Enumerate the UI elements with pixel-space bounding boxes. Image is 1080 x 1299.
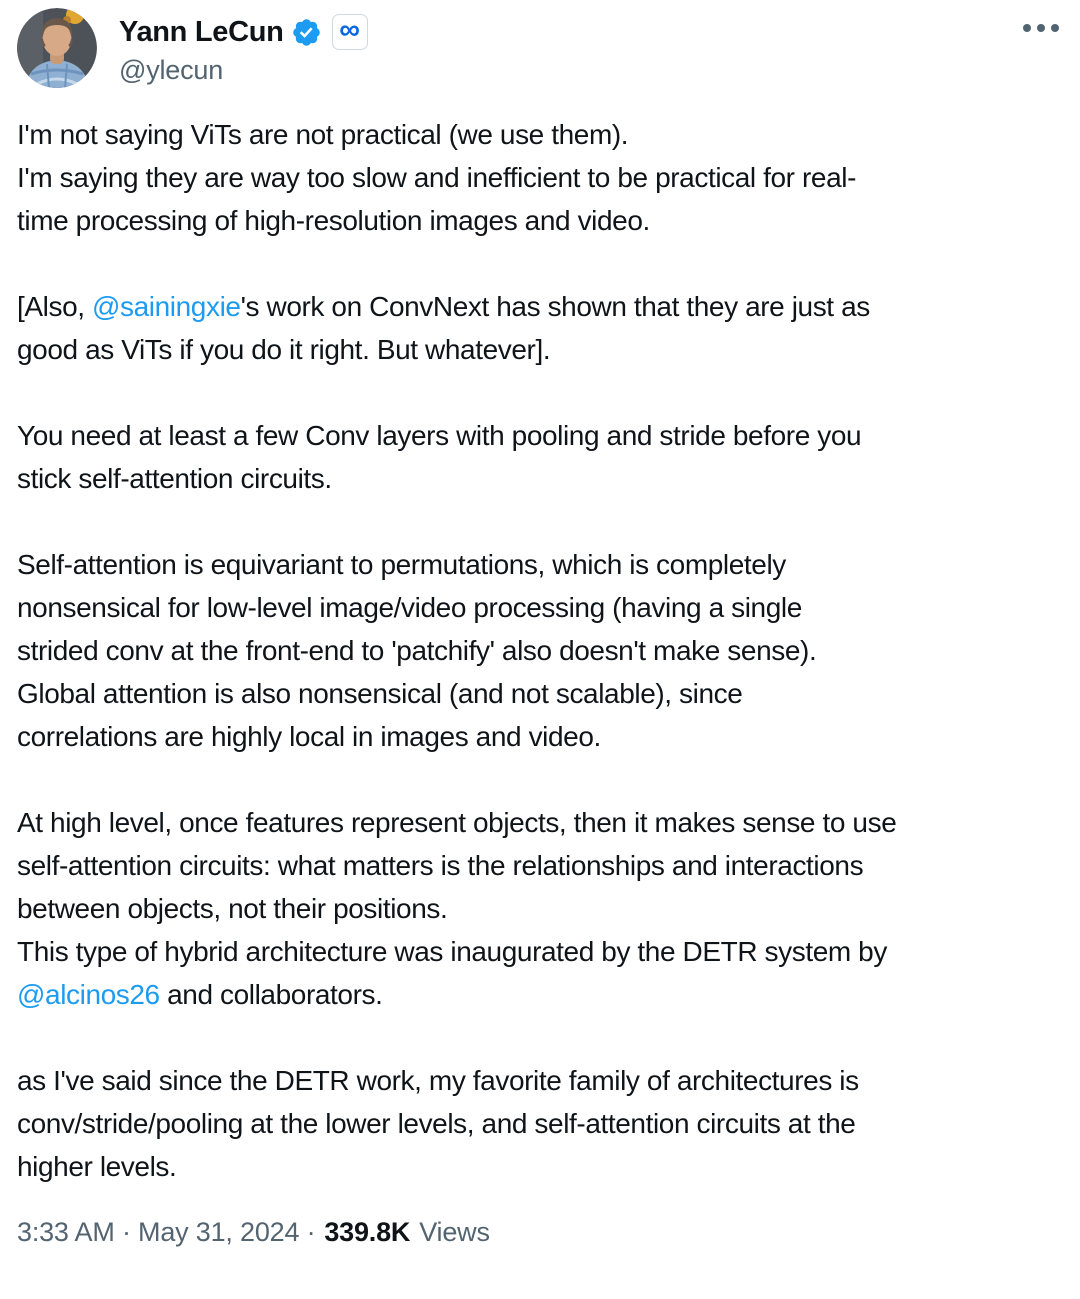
more-button[interactable] [1019,20,1063,36]
text-segment: strided conv at the front-end to 'patchify' also doesn't make sense). [17,635,817,666]
tweet-paragraph [17,113,1063,242]
tweet-line [17,672,1063,715]
text-segment: correlations are highly local in images and video. [17,721,601,752]
verified-badge-icon [291,17,322,48]
tweet-line [17,543,1063,586]
tweet-line [17,1145,1063,1188]
views-label: Views [419,1217,490,1247]
tweet-line [17,328,1063,371]
tweet-header [17,8,1063,88]
mention-link[interactable]: @alcinos26 [17,979,160,1010]
tweet-line [17,715,1063,758]
mention-link[interactable]: @sainingxie [92,291,241,322]
text-segment: nonsensical for low-level image/video processing (having a single [17,592,802,623]
tweet-line [17,586,1063,629]
timestamp[interactable]: 3:33 AM · May 31, 2024 · [17,1217,316,1247]
text-segment: higher levels. [17,1151,177,1182]
text-segment: good as ViTs if you do it right. But whatever]. [17,334,551,365]
text-segment: as I've said since the DETR work, my favorite family of architectures is [17,1065,859,1096]
tweet-line [17,930,1063,973]
tweet-line [17,1059,1063,1102]
more-dot [1037,24,1045,32]
tweet-line [17,113,1063,156]
text-segment: self-attention circuits: what matters is the relationships and interactions [17,850,864,881]
text-segment: At high level, once features represent objects, then it makes sense to use [17,807,897,838]
user-identity [119,8,368,86]
more-dot [1023,24,1031,32]
text-segment: I'm not saying ViTs are not practical (we use them). [17,119,629,150]
name-row [119,14,368,50]
more-dot [1051,24,1059,32]
text-segment: time processing of high-resolution images and video. [17,205,650,236]
text-segment: Global attention is also nonsensical (and not scalable), since [17,678,743,709]
meta-affiliate-badge[interactable] [332,14,368,50]
tweet-paragraph [17,543,1063,758]
text-segment: Self-attention is equivariant to permutations, which is completely [17,549,786,580]
tweet-paragraph [17,414,1063,500]
user-handle[interactable]: @ylecun [119,55,224,85]
tweet-line [17,887,1063,930]
tweet-paragraph [17,801,1063,1016]
tweet-line [17,973,1063,1016]
tweet-line [17,1102,1063,1145]
text-segment: I'm saying they are way too slow and inefficient to be practical for real- [17,162,856,193]
tweet-line [17,156,1063,199]
text-segment: stick self-attention circuits. [17,463,332,494]
timestamp-row [17,1217,1063,1248]
avatar-portrait-image [17,8,97,88]
tweet-text [17,113,1063,1188]
tweet-line [17,801,1063,844]
tweet-line [17,414,1063,457]
tweet-line [17,844,1063,887]
text-segment: You need at least a few Conv layers with pooling and stride before you [17,420,862,451]
views-count: 339.8K [324,1217,411,1247]
tweet-paragraph [17,1059,1063,1188]
text-segment: 's work on ConvNext has shown that they are just as [240,291,870,322]
tweet-paragraph [17,285,1063,371]
tweet-line [17,285,1063,328]
tweet-line [17,199,1063,242]
text-segment: between objects, not their positions. [17,893,448,924]
meta-infinity-icon: ∞ [339,13,360,46]
text-segment: conv/stride/pooling at the lower levels, and self-attention circuits at the [17,1108,856,1139]
tweet-line [17,629,1063,672]
tweet-line [17,457,1063,500]
display-name[interactable]: Yann LeCun [119,15,284,48]
text-segment: [Also, [17,291,93,322]
avatar[interactable] [17,8,97,88]
text-segment: and collaborators. [159,979,383,1010]
text-segment: This type of hybrid architecture was inaugurated by the DETR system by [17,936,887,967]
